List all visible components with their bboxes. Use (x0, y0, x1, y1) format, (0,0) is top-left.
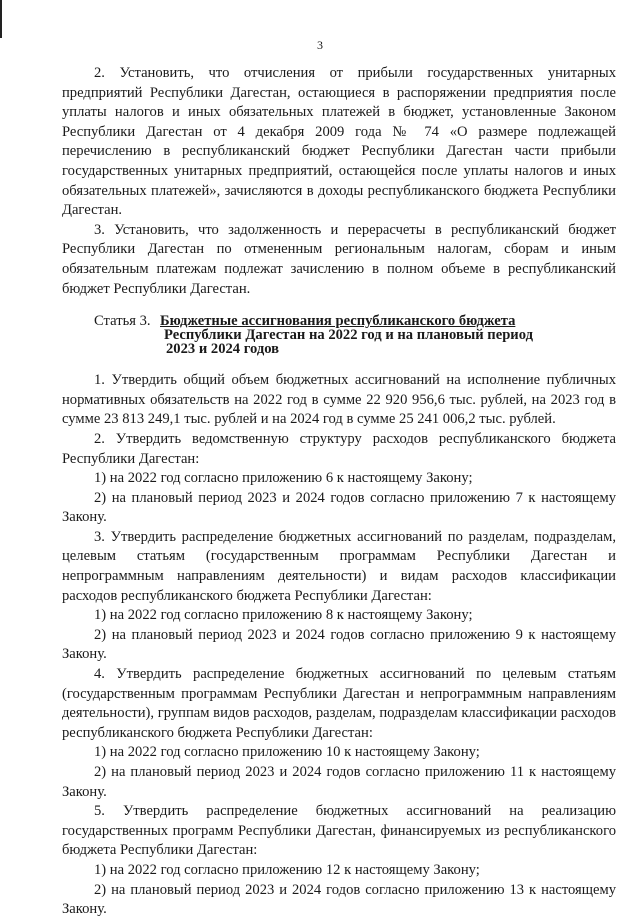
paragraph-3-sections-distribution: 3. Утвердить распределение бюджетных ассигнований по разделам, подразделам, целевым статьям (государственным программам Республики Дагестан и непрограммным направлениям деятельности) и видам расходов классификации расходов республиканского бюджета Республики Дагестан: (62, 528, 616, 604)
list-item: 2) на плановый период 2023 и 2024 годов согласно приложению 9 к настоящему Закону. (62, 626, 616, 663)
list-item: 2) на плановый период 2023 и 2024 годов согласно приложению 11 к настоящему Закону. (62, 764, 616, 800)
article-label: Статья 3. (94, 313, 151, 330)
article-title (160, 314, 533, 356)
article-title-line-3: 2023 и 2024 годов (166, 341, 280, 358)
page-number: 3 (317, 38, 323, 52)
paragraph-1-total-obligations: 1. Утвердить общий объем бюджетных ассигнований на исполнение публичных нормативных обязательств на 2022 год в сумме 22 920 956,6 тыс. рублей, на 2023 год в сумме 23 813 249,1 тыс. рублей и на 2024 год в сумме 25 241 006,2 тыс. рублей. (62, 372, 616, 428)
document-body (62, 64, 616, 920)
article-title-line-1: Бюджетные ассигнования республиканского бюджета (160, 313, 516, 330)
article-heading (62, 314, 616, 356)
list-item: 1) на 2022 год согласно приложению 10 к настоящему Закону; (94, 744, 480, 761)
list-item: 1) на 2022 год согласно приложению 8 к настоящему Закону; (94, 607, 473, 624)
list-item: 1) на 2022 год согласно приложению 12 к настоящему Закону; (94, 861, 480, 878)
paragraph-4-target-articles-distribution: 4. Утвердить распределение бюджетных ассигнований по целевым статьям (государственным программам Республики Дагестан и непрограммным направлениям деятельности), группам видов расходов, разделам, подразделам классификации расходов республиканского бюджета Республики Дагестан: (62, 666, 616, 741)
paragraph-2-departmental-structure: 2. Утвердить ведомственную структуру расходов республиканского бюджета Республики Дагестан: (62, 430, 616, 467)
paragraph-3-debt: 3. Установить, что задолженность и перерасчеты в республиканский бюджет Республики Дагестан по отмененным региональным налогам, сборам и иным обязательным платежам подлежат зачислению в полном объеме в республиканский бюджет Республики Дагестан. (62, 221, 616, 297)
list-item: 1) на 2022 год согласно приложению 6 к настоящему Закону; (94, 470, 473, 487)
list-item: 2) на плановый период 2023 и 2024 годов согласно приложению 13 к настоящему Закону. (62, 881, 616, 918)
paragraph-2-profit: 2. Установить, что отчисления от прибыли государственных унитарных предприятий Республики Дагестан, остающиеся в распоряжении предприятия после уплаты налогов и иных обязательных платежей в бюджет, установленные Законом Республики Дагестан от 4 декабря 2009 года № 74 «О размере подлежащей перечислению в республиканский бюджет Республики Дагестан части прибыли государственных унитарных предприятий, остающейся после уплаты налогов и иных обязательных платежей», зачисляются в доходы республиканского бюджета Республики Дагестан. (62, 65, 616, 219)
paragraph-5-state-programs: 5. Утвердить распределение бюджетных ассигнований на реализацию государственных программ Республики Дагестан, финансируемых из республиканского бюджета Республики Дагестан: (62, 803, 616, 859)
page-edge-mark (0, 0, 2, 38)
article-title-line-2: Республики Дагестан на 2022 год и на плановый период (164, 327, 533, 344)
list-item: 2) на плановый период 2023 и 2024 годов согласно приложению 7 к настоящему Закону. (62, 489, 616, 526)
